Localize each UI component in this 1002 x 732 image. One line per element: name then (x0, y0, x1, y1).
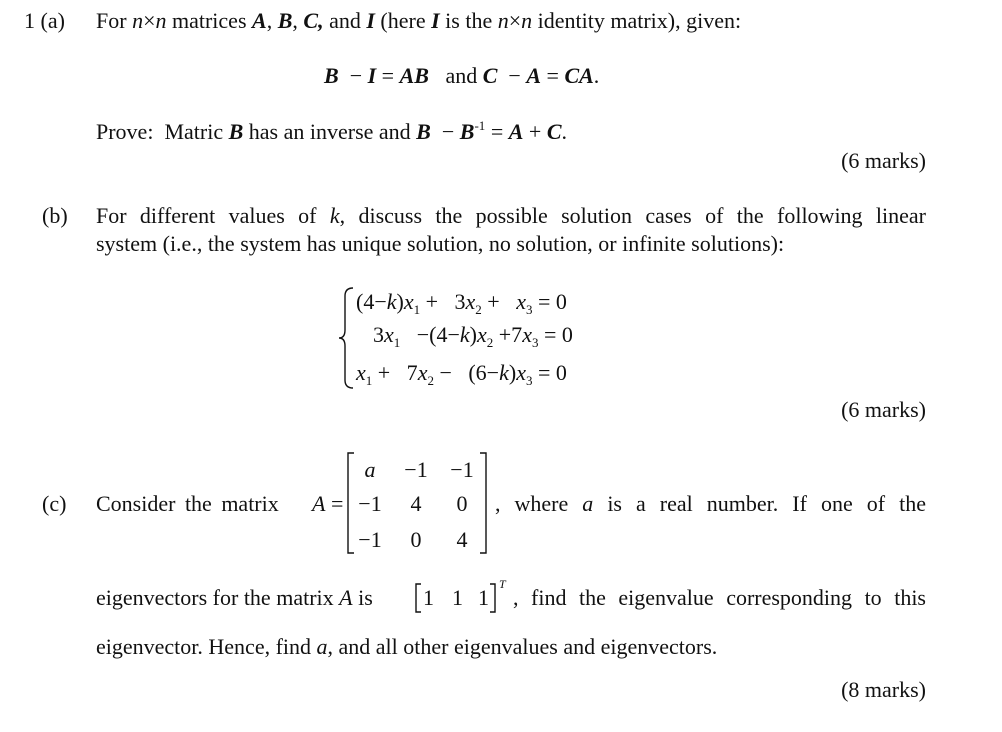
q1c-number: (c) (42, 491, 67, 516)
q1c-after-matrix: , where a is a real number. If one of the (495, 491, 926, 516)
eigvec-entry: 1 (478, 585, 489, 610)
q1a-marks: (6 marks) (841, 148, 926, 173)
q1c-marks: (8 marks) (841, 677, 926, 702)
transpose-sup: T (499, 577, 506, 591)
matrix-label: A = (312, 491, 344, 516)
matrix-cell: −1 (358, 491, 382, 516)
matrix-cell: 4 (410, 491, 422, 516)
matrix-cell: −1 (358, 527, 382, 552)
q1b-number: (b) (42, 203, 68, 228)
eigvec-right-bracket (489, 583, 497, 613)
q1c-line2-prefix: eigenvectors for the matrix A is (96, 585, 373, 610)
system-brace (337, 286, 357, 390)
matrix-cell: 4 (456, 527, 468, 552)
q1c-line3: eigenvector. Hence, find a, and all other eigenvalues and eigenvectors. (96, 634, 718, 659)
q1b-text-line1: For different values of k, discuss the possible solution cases of the following linear (96, 203, 926, 228)
q1a-number: 1 (a) (24, 8, 65, 33)
q1a-prove-statement: Prove: Matric B has an inverse and $B - B^{-1} = A + C$. (96, 118, 568, 144)
q1c-line2-suffix: , find the eigenvalue corresponding to this (513, 585, 926, 610)
eigvec-left-bracket (414, 583, 422, 613)
system-equation-1: $(4-k)x_1 + 3x_2 + x_3 = 0$ (356, 289, 567, 317)
matrix-cell: a (364, 457, 376, 482)
matrix-cell: −1 (450, 457, 474, 482)
system-equation-2: $3x_1 -(4-k)x_2 +7x_3 = 0$ (373, 322, 573, 350)
q1a-intro: For n×n matrices A, B, C, and I (here I is the n×n identity matrix), given: (96, 8, 742, 33)
system-equation-3: $x_1 + 7x_2 - (6-k)x_3 = 0$ (356, 360, 567, 388)
matrix-cell: −1 (404, 457, 428, 482)
q1b-marks: (6 marks) (841, 397, 926, 422)
matrix-cell: 0 (456, 491, 468, 516)
eigvec-entry: 1 (423, 585, 434, 610)
q1a-given-equation: B − I = AB and C − A = CA. (324, 63, 600, 88)
eigvec-entry: 1 (452, 585, 463, 610)
matrix-cell: 0 (410, 527, 422, 552)
q1b-text-line2: system (i.e., the system has unique solution, no solution, or infinite solutions): (96, 231, 785, 256)
q1c-consider-text: Consider the matrix (96, 491, 279, 516)
